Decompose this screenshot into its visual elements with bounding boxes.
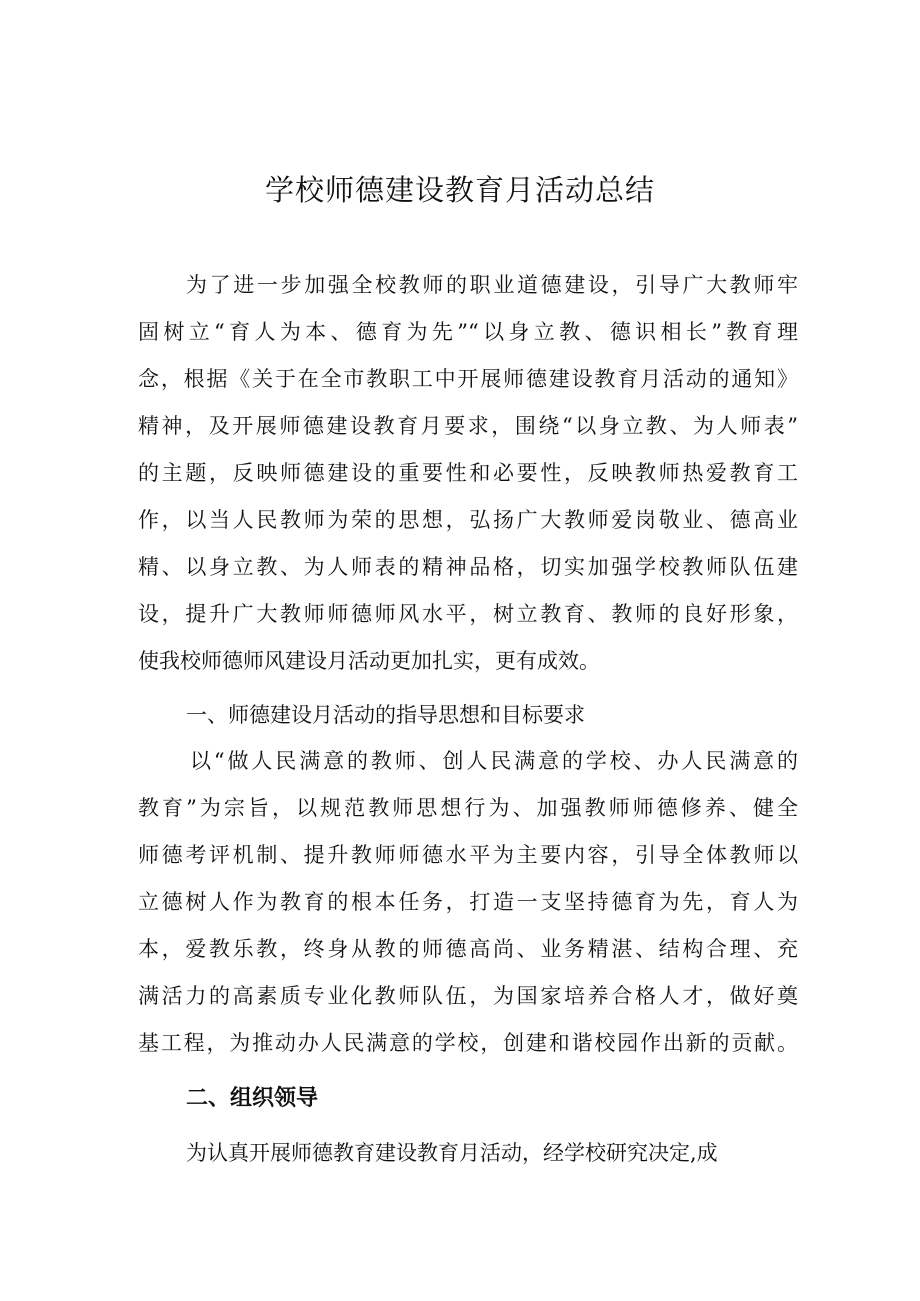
section-heading: 一、师德建设月活动的指导思想和目标要求 (186, 703, 585, 727)
paragraph-line: 念，根据《关于在全市教职工中开展师德建设教育月活动的通知》 (138, 367, 798, 391)
paragraph-line: 立德树人作为教育的根本任务，打造一支坚持德育为先，育人为 (138, 890, 798, 914)
paragraph-line: 师德考评机制、提升教师师德水平为主要内容，引导全体教师以 (138, 843, 798, 867)
paragraph-line: 作，以当人民教师为荣的思想，弘扬广大教师爱岗敬业、德高业 (138, 508, 798, 532)
paragraph-line: 的主题，反映师德建设的重要性和必要性，反映教师热爱教育工 (138, 461, 798, 485)
paragraph-line: 为了进一步加强全校教师的职业道德建设，引导广大教师牢 (186, 273, 798, 297)
paragraph-line: 本，爱教乐教，终身从教的师德高尚、业务精湛、结构合理、充 (138, 937, 798, 961)
paragraph-line: 使我校师德师风建设月活动更加扎实，更有成效。 (138, 649, 600, 673)
paragraph-line: 固树立“育人为本、德育为先”“以身立教、德识相长”教育理 (138, 320, 798, 344)
paragraph-line: 满活力的高素质专业化教师队伍，为国家培养合格人才，做好奠 (138, 984, 798, 1008)
section-heading: 二、组织领导 (186, 1086, 319, 1111)
document-title: 学校师德建设教育月活动总结 (264, 173, 655, 207)
paragraph-line: 教育”为宗旨，以规范教师思想行为、加强教师师德修养、健全 (138, 796, 798, 820)
paragraph-line: 基工程，为推动办人民满意的学校，创建和谐校园作出新的贡献。 (138, 1031, 798, 1055)
paragraph-line: 精、以身立教、为人师表的精神品格，切实加强学校教师队伍建 (138, 555, 798, 579)
paragraph-line: 为认真开展师德教育建设教育月活动，经学校研究决定,成 (186, 1141, 718, 1165)
paragraph-line: 以“做人民满意的教师、创人民满意的学校、办人民满意的 (190, 749, 798, 773)
paragraph-line: 精神，及开展师德建设教育月要求，围绕“以身立教、为人师表” (138, 414, 798, 438)
paragraph-line: 设，提升广大教师师德师风水平，树立教育、教师的良好形象， (138, 602, 798, 626)
